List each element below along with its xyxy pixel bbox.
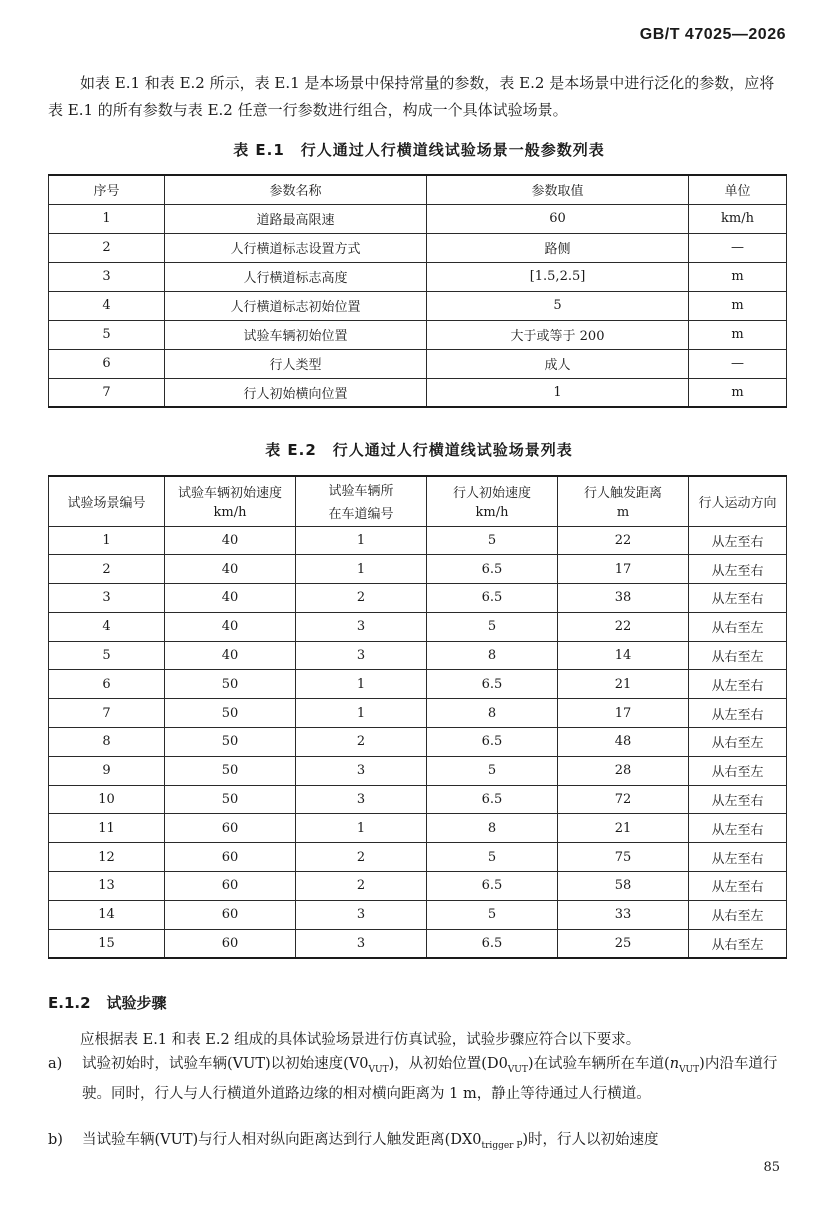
table2-caption: 表 E.2 行人通过人行横道线试验场景列表 bbox=[265, 441, 573, 459]
table-row bbox=[49, 291, 787, 320]
table-cell: 7 bbox=[49, 699, 165, 728]
table-cell: 58 bbox=[558, 872, 689, 901]
table-row bbox=[49, 378, 787, 407]
item-text: n bbox=[669, 1056, 680, 1072]
table-cell: 从右至左 bbox=[689, 641, 787, 670]
table-cell: 10 bbox=[49, 785, 165, 814]
table-cell: 从左至右 bbox=[689, 555, 787, 584]
table-row bbox=[49, 900, 787, 929]
table-row bbox=[49, 349, 787, 378]
table-cell: 14 bbox=[558, 641, 689, 670]
table-cell: 48 bbox=[558, 728, 689, 757]
column-header bbox=[558, 476, 689, 526]
table-cell: 1 bbox=[296, 814, 427, 843]
header-unit: km/h bbox=[475, 505, 509, 521]
column-header bbox=[49, 476, 165, 526]
table-cell: 38 bbox=[558, 584, 689, 613]
table-cell: 2 bbox=[296, 872, 427, 901]
column-header: 参数名称 bbox=[165, 175, 427, 204]
table-cell: 1 bbox=[296, 555, 427, 584]
table-cell: 1 bbox=[296, 670, 427, 699]
table-cell: 60 bbox=[427, 204, 689, 233]
table-cell: 6.5 bbox=[427, 785, 558, 814]
table-cell: 21 bbox=[558, 670, 689, 699]
table-cell: 3 bbox=[296, 785, 427, 814]
table-cell: 7 bbox=[49, 378, 165, 407]
table-cell: 5 bbox=[427, 900, 558, 929]
item-text: )内沿车道行驶。同时，行人与人行横道外道路边缘的相对横向距离为 1 m，静止等待通过人行横道。 bbox=[82, 1056, 778, 1102]
table-cell: 9 bbox=[49, 756, 165, 785]
intro-paragraph: 如表 E.1 和表 E.2 所示，表 E.1 是本场景中保持常量的参数，表 E.2 是本场景中进行泛化的参数，应将表 E.1 的所有参数与表 E.2 任意一行参数进行组合，构成一个具体试验场景。 bbox=[48, 74, 775, 119]
table-cell: 5 bbox=[427, 612, 558, 641]
table-row bbox=[49, 699, 787, 728]
table-cell: 从左至右 bbox=[689, 526, 787, 555]
table-cell: 从左至右 bbox=[689, 785, 787, 814]
item-text: 试验初始时，试验车辆(VUT)以初始速度(V0 bbox=[82, 1056, 369, 1072]
table-cell: 试验车辆初始位置 bbox=[165, 320, 427, 349]
column-header bbox=[689, 476, 787, 526]
table-row bbox=[49, 785, 787, 814]
table-e1 bbox=[48, 174, 787, 408]
table-cell: 72 bbox=[558, 785, 689, 814]
table-cell: — bbox=[689, 233, 787, 262]
table-cell: 22 bbox=[558, 612, 689, 641]
section-number: E.1.2 bbox=[48, 994, 91, 1012]
table-cell: 3 bbox=[49, 262, 165, 291]
table-cell: 6.5 bbox=[427, 929, 558, 958]
table-row bbox=[49, 872, 787, 901]
table-row bbox=[49, 204, 787, 233]
standard-number: GB/T 47025—2026 bbox=[639, 26, 786, 43]
table-row bbox=[49, 641, 787, 670]
table-cell: 2 bbox=[296, 584, 427, 613]
table-cell: 60 bbox=[165, 814, 296, 843]
table-row bbox=[49, 262, 787, 291]
subscript: VUT bbox=[679, 1064, 700, 1075]
header-unit: km/h bbox=[213, 505, 247, 521]
column-header: 参数取值 bbox=[427, 175, 689, 204]
table-cell: 人行横道标志初始位置 bbox=[165, 291, 427, 320]
header-unit: 在车道编号 bbox=[328, 507, 394, 523]
table-cell: 5 bbox=[49, 641, 165, 670]
table-cell: 40 bbox=[165, 584, 296, 613]
list-item-a bbox=[48, 1052, 786, 1106]
table-cell: 4 bbox=[49, 612, 165, 641]
table-cell: 33 bbox=[558, 900, 689, 929]
table-row bbox=[49, 320, 787, 349]
table-cell: 1 bbox=[49, 204, 165, 233]
table-cell: 从左至右 bbox=[689, 814, 787, 843]
table-row bbox=[49, 929, 787, 958]
table-cell: 17 bbox=[558, 699, 689, 728]
item-text: )，从初始位置(D0 bbox=[388, 1056, 508, 1072]
table-cell: 5 bbox=[427, 526, 558, 555]
table-cell: 成人 bbox=[427, 349, 689, 378]
table-cell: 22 bbox=[558, 526, 689, 555]
table-cell: 3 bbox=[296, 900, 427, 929]
table-cell: 60 bbox=[165, 843, 296, 872]
table-row bbox=[49, 670, 787, 699]
table-cell: 从右至左 bbox=[689, 929, 787, 958]
header-unit: m bbox=[616, 505, 630, 521]
table-cell: 6.5 bbox=[427, 555, 558, 584]
table-cell: 40 bbox=[165, 526, 296, 555]
table-cell: km/h bbox=[689, 204, 787, 233]
table-header-row bbox=[49, 476, 787, 526]
table-row bbox=[49, 526, 787, 555]
table-row bbox=[49, 843, 787, 872]
subscript: VUT bbox=[368, 1064, 389, 1075]
table-cell: 8 bbox=[427, 641, 558, 670]
header-line: 行人运动方向 bbox=[698, 495, 777, 511]
list-item-b bbox=[48, 1128, 786, 1158]
table-row bbox=[49, 584, 787, 613]
table-cell: — bbox=[689, 349, 787, 378]
table-cell: 50 bbox=[165, 728, 296, 757]
table-cell: 14 bbox=[49, 900, 165, 929]
table-cell: 8 bbox=[427, 814, 558, 843]
table-cell: 8 bbox=[427, 699, 558, 728]
table-cell: 75 bbox=[558, 843, 689, 872]
table-row bbox=[49, 612, 787, 641]
table-cell: 从左至右 bbox=[689, 843, 787, 872]
table-cell: 17 bbox=[558, 555, 689, 584]
table-cell: 50 bbox=[165, 670, 296, 699]
column-header bbox=[427, 476, 558, 526]
table-cell: 从右至左 bbox=[689, 756, 787, 785]
table-row bbox=[49, 233, 787, 262]
table-cell: 3 bbox=[296, 641, 427, 670]
table-cell: 道路最高限速 bbox=[165, 204, 427, 233]
table-cell: 40 bbox=[165, 612, 296, 641]
table-cell: 40 bbox=[165, 555, 296, 584]
table-cell: m bbox=[689, 378, 787, 407]
table-cell: 3 bbox=[296, 756, 427, 785]
table-cell: 路侧 bbox=[427, 233, 689, 262]
table-cell: 40 bbox=[165, 641, 296, 670]
table-cell: 2 bbox=[49, 233, 165, 262]
header-line: 试验车辆所 bbox=[328, 484, 394, 500]
section-title: 试验步骤 bbox=[106, 994, 167, 1012]
table-cell: 行人类型 bbox=[165, 349, 427, 378]
column-header bbox=[165, 476, 296, 526]
table-cell: 60 bbox=[165, 929, 296, 958]
section-heading bbox=[48, 992, 183, 1013]
table-cell: 5 bbox=[427, 843, 558, 872]
table-cell: 从右至左 bbox=[689, 900, 787, 929]
table-cell: m bbox=[689, 291, 787, 320]
table-cell: 从右至左 bbox=[689, 612, 787, 641]
header-line: 试验场景编号 bbox=[67, 495, 146, 511]
table-cell: 60 bbox=[165, 900, 296, 929]
table-row bbox=[49, 814, 787, 843]
table-cell: 5 bbox=[49, 320, 165, 349]
table-header-row bbox=[49, 175, 787, 204]
table-cell: m bbox=[689, 320, 787, 349]
table-cell: 行人初始横向位置 bbox=[165, 378, 427, 407]
header-line: 行人触发距离 bbox=[583, 486, 662, 502]
table-cell: 8 bbox=[49, 728, 165, 757]
table-cell: m bbox=[689, 262, 787, 291]
header-line: 试验车辆初始速度 bbox=[177, 486, 282, 502]
table-cell: 2 bbox=[296, 728, 427, 757]
table-e2 bbox=[48, 475, 787, 959]
table-cell: 6 bbox=[49, 670, 165, 699]
list-marker: b) bbox=[48, 1132, 63, 1148]
table-cell: 6.5 bbox=[427, 670, 558, 699]
table-cell: 15 bbox=[49, 929, 165, 958]
table-cell: 13 bbox=[49, 872, 165, 901]
table-cell: 60 bbox=[165, 872, 296, 901]
section-lead: 应根据表 E.1 和表 E.2 组成的具体试验场景进行仿真试验，试验步骤应符合以下要求。 bbox=[80, 1032, 641, 1048]
table-row bbox=[49, 555, 787, 584]
page-number: 85 bbox=[763, 1160, 780, 1175]
table-cell: 5 bbox=[427, 756, 558, 785]
table-cell: 4 bbox=[49, 291, 165, 320]
table-row bbox=[49, 756, 787, 785]
table-cell: 28 bbox=[558, 756, 689, 785]
table-cell: 11 bbox=[49, 814, 165, 843]
table-cell: 从左至右 bbox=[689, 584, 787, 613]
table-cell: 6.5 bbox=[427, 872, 558, 901]
table-cell: 1 bbox=[296, 526, 427, 555]
header-line: 行人初始速度 bbox=[452, 486, 531, 502]
table-cell: 6.5 bbox=[427, 584, 558, 613]
table-cell: 2 bbox=[49, 555, 165, 584]
table-cell: 人行横道标志设置方式 bbox=[165, 233, 427, 262]
table-cell: 人行横道标志高度 bbox=[165, 262, 427, 291]
list-marker: a) bbox=[48, 1056, 63, 1072]
table-cell: 50 bbox=[165, 756, 296, 785]
table-cell: 1 bbox=[49, 526, 165, 555]
table-row bbox=[49, 728, 787, 757]
item-text: 当试验车辆(VUT)与行人相对纵向距离达到行人触发距离(DX0 bbox=[82, 1132, 482, 1148]
table-cell: 3 bbox=[296, 612, 427, 641]
table-cell: 1 bbox=[427, 378, 689, 407]
column-header: 序号 bbox=[49, 175, 165, 204]
table-cell: 3 bbox=[49, 584, 165, 613]
table-cell: 3 bbox=[296, 929, 427, 958]
table-cell: 25 bbox=[558, 929, 689, 958]
table-cell: 5 bbox=[427, 291, 689, 320]
table-cell: 12 bbox=[49, 843, 165, 872]
table-cell: 2 bbox=[296, 843, 427, 872]
table-cell: 21 bbox=[558, 814, 689, 843]
table-cell: 大于或等于 200 bbox=[427, 320, 689, 349]
table-cell: 6.5 bbox=[427, 728, 558, 757]
subscript: VUT bbox=[507, 1064, 528, 1075]
item-text: )在试验车辆所在车道( bbox=[527, 1056, 670, 1072]
subscript: trigger P bbox=[481, 1140, 523, 1151]
table-cell: 50 bbox=[165, 699, 296, 728]
table-cell: 从左至右 bbox=[689, 872, 787, 901]
table-cell: 从左至右 bbox=[689, 699, 787, 728]
table-cell: 从右至左 bbox=[689, 728, 787, 757]
table1-caption: 表 E.1 行人通过人行横道线试验场景一般参数列表 bbox=[233, 141, 605, 159]
item-text: )时，行人以初始速度 bbox=[522, 1132, 659, 1148]
table-cell: [1.5,2.5] bbox=[427, 262, 689, 291]
column-header bbox=[296, 476, 427, 526]
table-cell: 1 bbox=[296, 699, 427, 728]
table-cell: 50 bbox=[165, 785, 296, 814]
table-cell: 6 bbox=[49, 349, 165, 378]
column-header: 单位 bbox=[689, 175, 787, 204]
table-cell: 从左至右 bbox=[689, 670, 787, 699]
